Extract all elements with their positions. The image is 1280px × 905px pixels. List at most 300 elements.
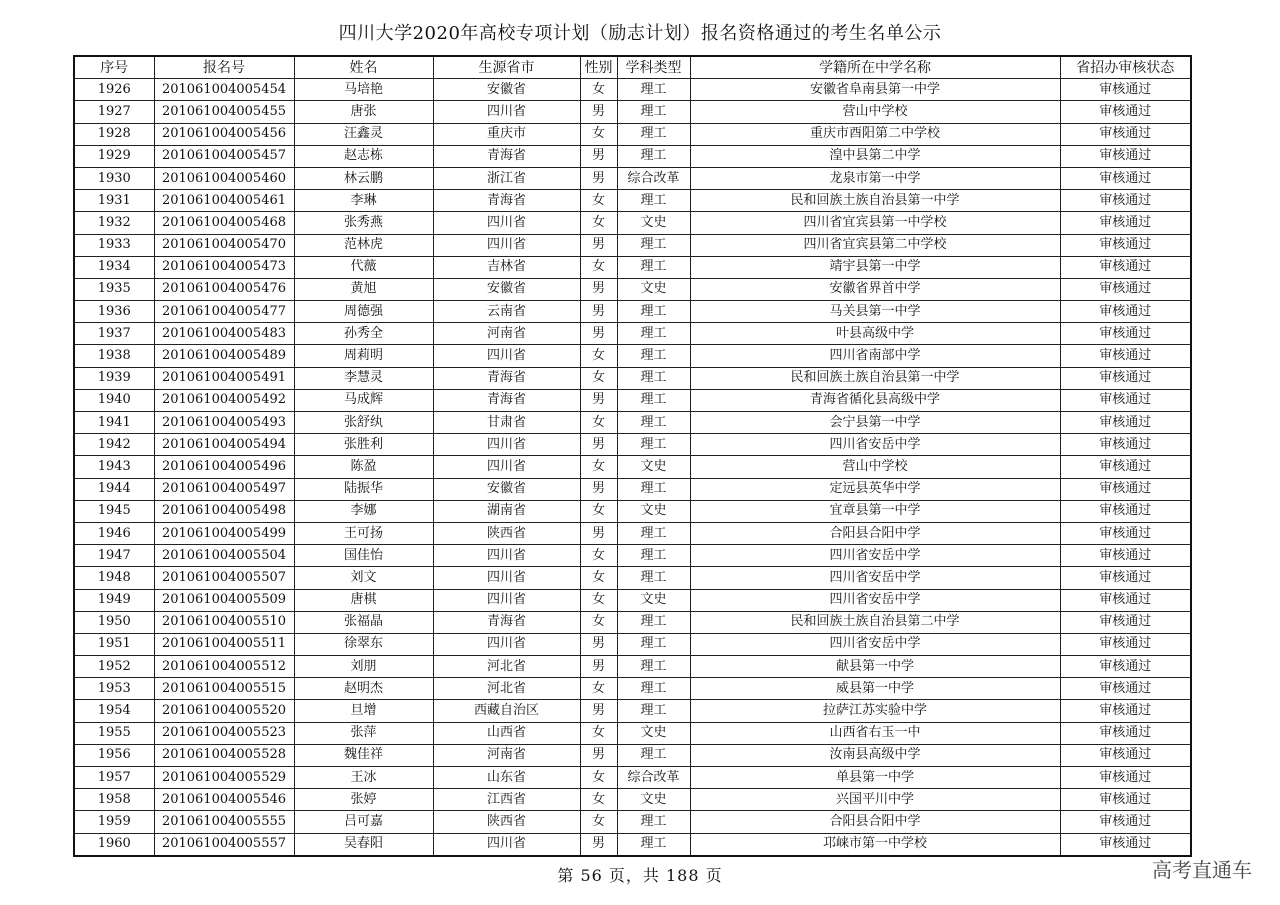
cell-registration-no: 201061004005507 (154, 567, 294, 589)
cell-registration-no: 201061004005528 (154, 744, 294, 766)
cell-province: 山西省 (433, 722, 580, 744)
cell-index: 1953 (74, 678, 154, 700)
cell-index: 1941 (74, 412, 154, 434)
table-header-row (74, 56, 1191, 79)
cell-subject-type: 理工 (617, 700, 690, 722)
cell-registration-no: 201061004005557 (154, 833, 294, 856)
column-header-index: 序号 (74, 56, 154, 79)
cell-registration-no: 201061004005461 (154, 190, 294, 212)
cell-gender: 男 (580, 101, 617, 123)
cell-index: 1939 (74, 367, 154, 389)
cell-province: 四川省 (433, 101, 580, 123)
cell-gender: 男 (580, 278, 617, 300)
cell-subject-type: 理工 (617, 79, 690, 101)
cell-school: 四川省安岳中学 (690, 545, 1060, 567)
cell-province: 河南省 (433, 323, 580, 345)
column-header-province: 生源省市 (433, 56, 580, 79)
table-row (74, 767, 1191, 789)
cell-school: 民和回族土族自治县第二中学 (690, 611, 1060, 633)
table-row (74, 567, 1191, 589)
cell-school: 四川省安岳中学 (690, 589, 1060, 611)
cell-review-status: 审核通过 (1060, 301, 1191, 323)
cell-name: 国佳怡 (294, 545, 433, 567)
cell-school: 靖宇县第一中学 (690, 256, 1060, 278)
table-row (74, 522, 1191, 544)
table-row (74, 145, 1191, 167)
cell-gender: 男 (580, 700, 617, 722)
cell-subject-type: 文史 (617, 789, 690, 811)
cell-registration-no: 201061004005494 (154, 434, 294, 456)
cell-province: 青海省 (433, 611, 580, 633)
table-row (74, 789, 1191, 811)
cell-review-status: 审核通过 (1060, 145, 1191, 167)
table-row (74, 101, 1191, 123)
cell-registration-no: 201061004005499 (154, 522, 294, 544)
cell-review-status: 审核通过 (1060, 79, 1191, 101)
cell-review-status: 审核通过 (1060, 190, 1191, 212)
table-row (74, 234, 1191, 256)
cell-province: 江西省 (433, 789, 580, 811)
page-title: 四川大学2020年高校专项计划（励志计划）报名资格通过的考生名单公示 (338, 23, 942, 44)
cell-review-status: 审核通过 (1060, 278, 1191, 300)
cell-gender: 女 (580, 123, 617, 145)
cell-province: 云南省 (433, 301, 580, 323)
cell-province: 青海省 (433, 190, 580, 212)
cell-school: 单县第一中学 (690, 767, 1060, 789)
cell-subject-type: 理工 (617, 522, 690, 544)
table-row (74, 545, 1191, 567)
table-row (74, 744, 1191, 766)
cell-gender: 女 (580, 456, 617, 478)
cell-review-status: 审核通过 (1060, 633, 1191, 655)
cell-province: 四川省 (433, 545, 580, 567)
cell-name: 孙秀全 (294, 323, 433, 345)
cell-school: 民和回族土族自治县第一中学 (690, 367, 1060, 389)
cell-review-status: 审核通过 (1060, 811, 1191, 833)
cell-index: 1934 (74, 256, 154, 278)
cell-school: 兴国平川中学 (690, 789, 1060, 811)
cell-subject-type: 文史 (617, 456, 690, 478)
cell-province: 安徽省 (433, 278, 580, 300)
cell-school: 马关县第一中学 (690, 301, 1060, 323)
cell-review-status: 审核通过 (1060, 656, 1191, 678)
cell-gender: 女 (580, 212, 617, 234)
cell-subject-type: 理工 (617, 811, 690, 833)
cell-subject-type: 理工 (617, 256, 690, 278)
cell-index: 1936 (74, 301, 154, 323)
cell-name: 周莉明 (294, 345, 433, 367)
cell-name: 黄旭 (294, 278, 433, 300)
cell-gender: 男 (580, 145, 617, 167)
cell-school: 叶县高级中学 (690, 323, 1060, 345)
cell-registration-no: 201061004005493 (154, 412, 294, 434)
cell-province: 四川省 (433, 434, 580, 456)
cell-index: 1944 (74, 478, 154, 500)
cell-review-status: 审核通过 (1060, 167, 1191, 189)
cell-name: 刘文 (294, 567, 433, 589)
cell-review-status: 审核通过 (1060, 700, 1191, 722)
cell-province: 四川省 (433, 456, 580, 478)
cell-index: 1956 (74, 744, 154, 766)
cell-registration-no: 201061004005520 (154, 700, 294, 722)
cell-index: 1937 (74, 323, 154, 345)
table-row (74, 256, 1191, 278)
cell-province: 四川省 (433, 833, 580, 856)
cell-registration-no: 201061004005510 (154, 611, 294, 633)
cell-province: 四川省 (433, 345, 580, 367)
table-row (74, 700, 1191, 722)
cell-name: 李娜 (294, 500, 433, 522)
cell-name: 范林虎 (294, 234, 433, 256)
cell-review-status: 审核通过 (1060, 500, 1191, 522)
cell-index: 1949 (74, 589, 154, 611)
cell-name: 徐翠东 (294, 633, 433, 655)
cell-gender: 男 (580, 522, 617, 544)
cell-province: 河北省 (433, 678, 580, 700)
cell-gender: 女 (580, 811, 617, 833)
column-header-name: 姓名 (294, 56, 433, 79)
cell-subject-type: 理工 (617, 145, 690, 167)
cell-school: 合阳县合阳中学 (690, 522, 1060, 544)
cell-name: 赵志栋 (294, 145, 433, 167)
cell-registration-no: 201061004005468 (154, 212, 294, 234)
cell-registration-no: 201061004005477 (154, 301, 294, 323)
cell-subject-type: 理工 (617, 367, 690, 389)
cell-gender: 女 (580, 678, 617, 700)
cell-review-status: 审核通过 (1060, 678, 1191, 700)
cell-name: 陈盈 (294, 456, 433, 478)
cell-name: 李琳 (294, 190, 433, 212)
cell-gender: 女 (580, 190, 617, 212)
cell-gender: 女 (580, 500, 617, 522)
cell-index: 1935 (74, 278, 154, 300)
cell-registration-no: 201061004005504 (154, 545, 294, 567)
cell-gender: 男 (580, 167, 617, 189)
cell-school: 安徽省阜南县第一中学 (690, 79, 1060, 101)
cell-gender: 男 (580, 234, 617, 256)
cell-gender: 女 (580, 611, 617, 633)
cell-name: 王可扬 (294, 522, 433, 544)
cell-review-status: 审核通过 (1060, 545, 1191, 567)
cell-province: 陕西省 (433, 811, 580, 833)
cell-school: 营山中学校 (690, 101, 1060, 123)
cell-subject-type: 理工 (617, 478, 690, 500)
cell-province: 四川省 (433, 633, 580, 655)
column-header-registration-no: 报名号 (154, 56, 294, 79)
cell-gender: 男 (580, 434, 617, 456)
cell-registration-no: 201061004005456 (154, 123, 294, 145)
cell-school: 拉萨江苏实验中学 (690, 700, 1060, 722)
cell-name: 张婷 (294, 789, 433, 811)
cell-review-status: 审核通过 (1060, 589, 1191, 611)
cell-registration-no: 201061004005455 (154, 101, 294, 123)
cell-name: 唐张 (294, 101, 433, 123)
cell-subject-type: 理工 (617, 123, 690, 145)
cell-school: 安徽省界首中学 (690, 278, 1060, 300)
cell-gender: 男 (580, 656, 617, 678)
table-row (74, 611, 1191, 633)
cell-gender: 男 (580, 323, 617, 345)
cell-gender: 女 (580, 589, 617, 611)
cell-review-status: 审核通过 (1060, 744, 1191, 766)
table-row (74, 389, 1191, 411)
cell-registration-no: 201061004005512 (154, 656, 294, 678)
cell-school: 合阳县合阳中学 (690, 811, 1060, 833)
cell-school: 四川省宜宾县第一中学校 (690, 212, 1060, 234)
cell-review-status: 审核通过 (1060, 522, 1191, 544)
table-row (74, 278, 1191, 300)
cell-review-status: 审核通过 (1060, 212, 1191, 234)
cell-index: 1954 (74, 700, 154, 722)
cell-registration-no: 201061004005511 (154, 633, 294, 655)
cell-subject-type: 理工 (617, 389, 690, 411)
cell-province: 安徽省 (433, 79, 580, 101)
cell-review-status: 审核通过 (1060, 323, 1191, 345)
table-row (74, 434, 1191, 456)
cell-name: 汪鑫灵 (294, 123, 433, 145)
cell-name: 魏佳祥 (294, 744, 433, 766)
cell-gender: 女 (580, 767, 617, 789)
cell-review-status: 审核通过 (1060, 367, 1191, 389)
cell-gender: 男 (580, 478, 617, 500)
cell-subject-type: 理工 (617, 567, 690, 589)
cell-index: 1958 (74, 789, 154, 811)
cell-subject-type: 文史 (617, 500, 690, 522)
column-header-review-status: 省招办审核状态 (1060, 56, 1191, 79)
cell-name: 赵明杰 (294, 678, 433, 700)
cell-province: 重庆市 (433, 123, 580, 145)
cell-name: 张福晶 (294, 611, 433, 633)
cell-registration-no: 201061004005473 (154, 256, 294, 278)
cell-index: 1928 (74, 123, 154, 145)
cell-name: 张萍 (294, 722, 433, 744)
cell-name: 马培艳 (294, 79, 433, 101)
cell-name: 旦增 (294, 700, 433, 722)
table-row (74, 345, 1191, 367)
cell-school: 四川省宜宾县第二中学校 (690, 234, 1060, 256)
cell-index: 1950 (74, 611, 154, 633)
cell-school: 重庆市酉阳第二中学校 (690, 123, 1060, 145)
cell-school: 威县第一中学 (690, 678, 1060, 700)
cell-index: 1947 (74, 545, 154, 567)
cell-review-status: 审核通过 (1060, 456, 1191, 478)
cell-school: 龙泉市第一中学 (690, 167, 1060, 189)
cell-name: 代薇 (294, 256, 433, 278)
table-row (74, 323, 1191, 345)
cell-subject-type: 文史 (617, 212, 690, 234)
cell-school: 宜章县第一中学 (690, 500, 1060, 522)
cell-province: 四川省 (433, 589, 580, 611)
cell-registration-no: 201061004005498 (154, 500, 294, 522)
table-row (74, 633, 1191, 655)
cell-province: 浙江省 (433, 167, 580, 189)
cell-school: 定远县英华中学 (690, 478, 1060, 500)
cell-review-status: 审核通过 (1060, 412, 1191, 434)
cell-index: 1933 (74, 234, 154, 256)
cell-gender: 女 (580, 567, 617, 589)
cell-review-status: 审核通过 (1060, 234, 1191, 256)
cell-gender: 男 (580, 744, 617, 766)
cell-subject-type: 理工 (617, 434, 690, 456)
cell-registration-no: 201061004005546 (154, 789, 294, 811)
cell-name: 李慧灵 (294, 367, 433, 389)
cell-subject-type: 理工 (617, 633, 690, 655)
cell-index: 1960 (74, 833, 154, 856)
table-row (74, 678, 1191, 700)
cell-registration-no: 201061004005555 (154, 811, 294, 833)
table-row (74, 589, 1191, 611)
cell-registration-no: 201061004005470 (154, 234, 294, 256)
cell-index: 1945 (74, 500, 154, 522)
cell-registration-no: 201061004005483 (154, 323, 294, 345)
cell-subject-type: 文史 (617, 589, 690, 611)
cell-index: 1932 (74, 212, 154, 234)
cell-name: 吴春阳 (294, 833, 433, 856)
cell-province: 西藏自治区 (433, 700, 580, 722)
table-row (74, 212, 1191, 234)
cell-review-status: 审核通过 (1060, 767, 1191, 789)
cell-gender: 女 (580, 79, 617, 101)
cell-gender: 女 (580, 722, 617, 744)
table-row (74, 79, 1191, 101)
cell-subject-type: 理工 (617, 744, 690, 766)
cell-gender: 女 (580, 545, 617, 567)
cell-school: 湟中县第二中学 (690, 145, 1060, 167)
cell-province: 陕西省 (433, 522, 580, 544)
cell-index: 1942 (74, 434, 154, 456)
cell-registration-no: 201061004005489 (154, 345, 294, 367)
page-number: 第 56 页，共 188 页 (557, 866, 723, 885)
cell-index: 1951 (74, 633, 154, 655)
table-row (74, 123, 1191, 145)
cell-registration-no: 201061004005457 (154, 145, 294, 167)
cell-name: 张秀燕 (294, 212, 433, 234)
cell-registration-no: 201061004005460 (154, 167, 294, 189)
cell-province: 四川省 (433, 212, 580, 234)
cell-review-status: 审核通过 (1060, 611, 1191, 633)
cell-province: 吉林省 (433, 256, 580, 278)
cell-index: 1943 (74, 456, 154, 478)
column-header-subject-type: 学科类型 (617, 56, 690, 79)
cell-province: 青海省 (433, 389, 580, 411)
cell-province: 青海省 (433, 145, 580, 167)
cell-subject-type: 理工 (617, 678, 690, 700)
cell-gender: 女 (580, 412, 617, 434)
cell-review-status: 审核通过 (1060, 722, 1191, 744)
cell-school: 青海省循化县高级中学 (690, 389, 1060, 411)
cell-subject-type: 文史 (617, 722, 690, 744)
cell-name: 王冰 (294, 767, 433, 789)
cell-subject-type: 理工 (617, 301, 690, 323)
cell-province: 山东省 (433, 767, 580, 789)
cell-province: 四川省 (433, 234, 580, 256)
cell-school: 民和回族土族自治县第一中学 (690, 190, 1060, 212)
cell-registration-no: 201061004005454 (154, 79, 294, 101)
table-row (74, 367, 1191, 389)
cell-name: 张胜利 (294, 434, 433, 456)
cell-gender: 男 (580, 389, 617, 411)
cell-review-status: 审核通过 (1060, 789, 1191, 811)
table-row (74, 478, 1191, 500)
cell-index: 1926 (74, 79, 154, 101)
cell-name: 唐棋 (294, 589, 433, 611)
cell-subject-type: 综合改革 (617, 167, 690, 189)
table-row (74, 722, 1191, 744)
cell-province: 四川省 (433, 567, 580, 589)
cell-school: 四川省安岳中学 (690, 567, 1060, 589)
cell-school: 汝南县高级中学 (690, 744, 1060, 766)
cell-index: 1930 (74, 167, 154, 189)
cell-subject-type: 理工 (617, 412, 690, 434)
cell-index: 1929 (74, 145, 154, 167)
cell-review-status: 审核通过 (1060, 101, 1191, 123)
watermark: 高考直通车 (1152, 858, 1252, 882)
cell-name: 林云鹏 (294, 167, 433, 189)
cell-school: 营山中学校 (690, 456, 1060, 478)
cell-province: 安徽省 (433, 478, 580, 500)
cell-province: 甘肃省 (433, 412, 580, 434)
cell-gender: 男 (580, 633, 617, 655)
cell-registration-no: 201061004005509 (154, 589, 294, 611)
cell-registration-no: 201061004005476 (154, 278, 294, 300)
cell-review-status: 审核通过 (1060, 434, 1191, 456)
cell-gender: 女 (580, 789, 617, 811)
cell-subject-type: 综合改革 (617, 767, 690, 789)
cell-registration-no: 201061004005496 (154, 456, 294, 478)
cell-subject-type: 理工 (617, 101, 690, 123)
cell-subject-type: 理工 (617, 611, 690, 633)
cell-school: 四川省安岳中学 (690, 633, 1060, 655)
cell-registration-no: 201061004005523 (154, 722, 294, 744)
cell-registration-no: 201061004005497 (154, 478, 294, 500)
cell-school: 邛崃市第一中学校 (690, 833, 1060, 856)
cell-school: 献县第一中学 (690, 656, 1060, 678)
cell-gender: 男 (580, 301, 617, 323)
cell-index: 1955 (74, 722, 154, 744)
table-row (74, 190, 1191, 212)
cell-registration-no: 201061004005515 (154, 678, 294, 700)
table-row (74, 656, 1191, 678)
cell-index: 1948 (74, 567, 154, 589)
cell-index: 1931 (74, 190, 154, 212)
table-row (74, 167, 1191, 189)
column-header-gender: 性别 (580, 56, 617, 79)
cell-index: 1959 (74, 811, 154, 833)
cell-review-status: 审核通过 (1060, 123, 1191, 145)
table-row (74, 500, 1191, 522)
column-header-school: 学籍所在中学名称 (690, 56, 1060, 79)
cell-index: 1957 (74, 767, 154, 789)
cell-gender: 女 (580, 367, 617, 389)
roster-table (73, 55, 1192, 857)
cell-province: 青海省 (433, 367, 580, 389)
cell-review-status: 审核通过 (1060, 833, 1191, 856)
cell-subject-type: 理工 (617, 190, 690, 212)
cell-subject-type: 理工 (617, 323, 690, 345)
cell-name: 马成辉 (294, 389, 433, 411)
cell-name: 陆振华 (294, 478, 433, 500)
cell-school: 四川省南部中学 (690, 345, 1060, 367)
cell-province: 河北省 (433, 656, 580, 678)
cell-province: 河南省 (433, 744, 580, 766)
cell-subject-type: 理工 (617, 345, 690, 367)
cell-school: 四川省安岳中学 (690, 434, 1060, 456)
cell-review-status: 审核通过 (1060, 389, 1191, 411)
table-row (74, 412, 1191, 434)
cell-review-status: 审核通过 (1060, 478, 1191, 500)
cell-subject-type: 理工 (617, 234, 690, 256)
cell-name: 吕可嘉 (294, 811, 433, 833)
